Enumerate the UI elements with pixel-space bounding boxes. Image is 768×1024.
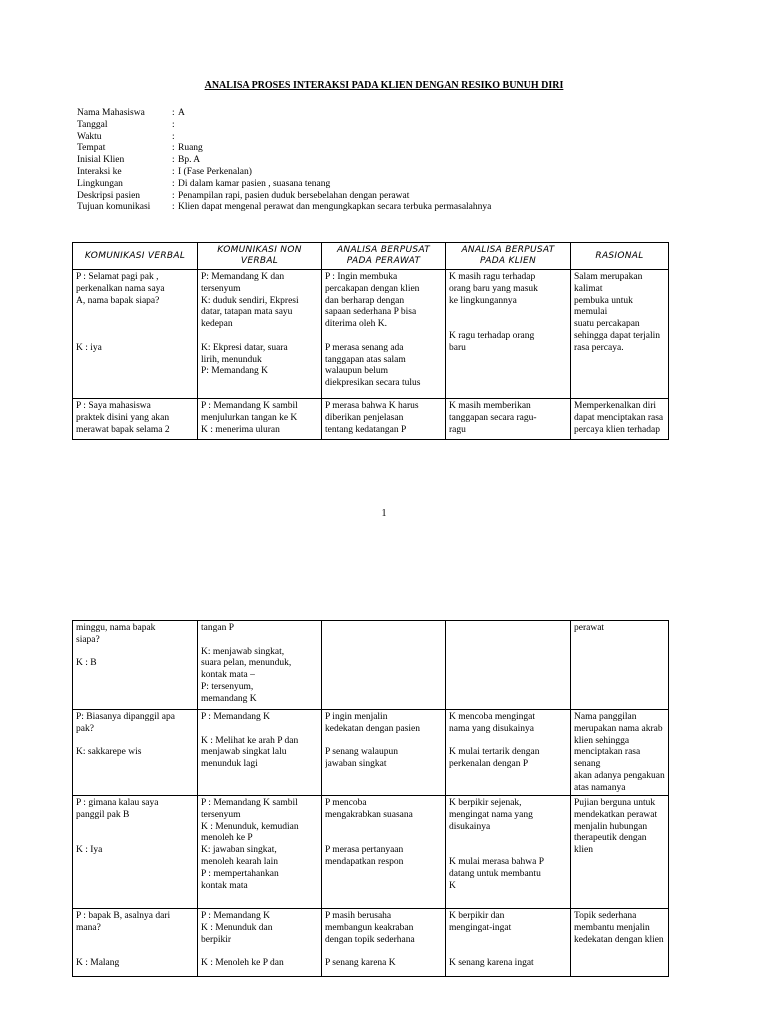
cell-line: tentang kedatangan P <box>325 424 407 435</box>
info-row <box>77 143 491 155</box>
cell-line: Nama panggilan <box>574 712 637 722</box>
info-value: Ruang <box>178 143 203 154</box>
info-label: Lingkungan <box>77 178 123 189</box>
info-separator: : <box>172 202 175 213</box>
info-value: Klien dapat mengenal perawat dan mengungkapkan secara terbuka permasalahnya <box>178 202 492 213</box>
cell-line: sehingga dapat terjalin <box>574 330 660 341</box>
cell-line: P senang walaupun <box>325 747 398 758</box>
cell-line: berpikir <box>201 934 232 945</box>
cell-line: Pujian berguna untuk <box>574 798 656 808</box>
cell-line: P senang karena K <box>325 958 396 969</box>
cell-line: P mencoba <box>325 798 367 808</box>
table-cell <box>446 270 571 399</box>
table-cell <box>322 621 446 710</box>
cell-line: lirih, menunduk <box>201 354 262 365</box>
table-cell <box>198 909 322 977</box>
info-separator: : <box>172 178 175 189</box>
table-cell <box>73 399 198 440</box>
table-row <box>73 796 669 909</box>
table-row <box>73 710 669 796</box>
table-cell <box>571 399 669 440</box>
page-number: 1 <box>381 508 387 519</box>
cell-line: memandang K <box>201 693 257 704</box>
cell-line: diekpresikan secara tulus <box>325 378 421 389</box>
info-label: Tanggal <box>77 119 108 130</box>
cell-line: K : Menoleh ke P dan <box>201 958 284 969</box>
info-separator: : <box>172 155 175 166</box>
cell-line: K: duduk sendiri, Ekpresi <box>201 295 299 306</box>
interaction-table-page-1 <box>72 242 669 440</box>
cell-line: kontak mata – <box>201 670 255 681</box>
cell-line: mengakrabkan suasana <box>325 809 413 820</box>
column-header: RASIONAL <box>571 243 669 270</box>
table-cell <box>73 796 198 909</box>
table-cell <box>322 796 446 909</box>
info-value: Bp. A <box>178 155 201 166</box>
cell-line: K mencoba mengingat <box>449 712 536 722</box>
cell-line: K berpikir dan <box>449 911 505 921</box>
info-value: I (Fase Perkenalan) <box>178 166 252 177</box>
cell-line: perawat <box>574 623 605 633</box>
cell-line: dapat menciptakan rasa <box>574 412 664 423</box>
info-label: Waktu <box>77 131 102 142</box>
table-cell <box>322 710 446 796</box>
table-cell <box>198 270 322 399</box>
cell-line: akan adanya pengakuan <box>574 770 665 781</box>
cell-line: P: Biasanya dipanggil apa <box>76 712 175 722</box>
cell-line: ke lingkungannya <box>449 295 517 306</box>
cell-line: nama yang disukainya <box>449 723 534 734</box>
cell-line: diberikan penjelasan <box>325 412 404 423</box>
cell-line: K : Iya <box>76 845 103 856</box>
cell-line: Salam merupakan kalimat <box>574 272 643 294</box>
info-label: Interaksi ke <box>77 166 122 177</box>
cell-line: merupakan nama akrab <box>574 723 663 734</box>
cell-line: kedepan <box>201 319 233 330</box>
cell-line: menjulurkan tangan ke K <box>201 412 298 423</box>
info-separator: : <box>172 166 175 177</box>
cell-line: K masih ragu terhadap <box>449 272 536 282</box>
info-label: Inisial Klien <box>77 155 125 166</box>
cell-line: diterima oleh K. <box>325 319 387 330</box>
info-block <box>77 108 491 214</box>
cell-line: percaya klien terhadap <box>574 424 660 435</box>
table-cell <box>571 909 669 977</box>
cell-line: P ingin menjalin <box>325 712 388 722</box>
cell-line: K: Ekpresi datar, suara <box>201 342 288 353</box>
cell-line: K masih memberikan <box>449 401 531 411</box>
info-row <box>77 167 491 179</box>
table-cell <box>446 796 571 909</box>
info-separator: : <box>172 119 175 130</box>
table-cell <box>73 909 198 977</box>
cell-line: K ragu terhadap orang <box>449 330 535 341</box>
cell-line: P: Memandang K <box>201 366 269 377</box>
cell-line: Memperkenalkan diri <box>574 401 657 411</box>
cell-line: P: tersenyum, <box>201 681 254 692</box>
cell-line: P merasa bahwa K harus <box>325 401 419 411</box>
cell-line: K : iya <box>76 342 102 353</box>
table-row <box>73 399 669 440</box>
cell-line: mendapatkan respon <box>325 856 404 867</box>
cell-line: K : B <box>76 658 97 669</box>
cell-line: A, nama bapak siapa? <box>76 295 160 306</box>
cell-line: K : Melihat ke arah P dan <box>201 735 299 746</box>
cell-line: mengingat-ingat <box>449 922 512 933</box>
cell-line: kedekatan dengan klien <box>574 934 664 945</box>
interaction-table-page-2 <box>72 620 669 977</box>
cell-line: mana? <box>76 922 101 933</box>
cell-line: atas namanya <box>574 782 626 793</box>
table-row <box>73 270 669 399</box>
table-cell <box>571 270 669 399</box>
column-header: KOMUNIKASI VERBAL <box>73 243 198 270</box>
cell-line: suara pelan, menunduk, <box>201 658 292 669</box>
cell-line: K mulai tertarik dengan <box>449 747 540 758</box>
column-header: KOMUNIKASI NON VERBAL <box>198 243 322 270</box>
cell-line: mendekatkan perawat <box>574 809 658 820</box>
table-cell <box>198 710 322 796</box>
info-row <box>77 202 491 214</box>
cell-line: tersenyum <box>201 809 241 820</box>
cell-line: tanggapan secara ragu- <box>449 412 537 423</box>
cell-line: P : bapak B, asalnya dari <box>76 911 171 921</box>
cell-line: praktek disini yang akan <box>76 412 170 423</box>
cell-line: pembuka untuk memulai <box>574 295 633 318</box>
cell-line: P : Memandang K <box>201 911 271 921</box>
info-row <box>77 155 491 167</box>
cell-line: K : Malang <box>76 958 120 969</box>
cell-line: menunduk lagi <box>201 759 258 770</box>
info-row <box>77 120 491 132</box>
cell-line: P masih berusaha <box>325 911 392 921</box>
info-separator: : <box>172 131 175 142</box>
cell-line: menjawab singkat lalu <box>201 747 287 758</box>
table-cell <box>446 710 571 796</box>
info-value: Penampilan rapi, pasien duduk bersebelahan dengan perawat <box>178 190 410 201</box>
table-cell <box>446 399 571 440</box>
cell-line: jawaban singkat <box>325 759 387 770</box>
cell-line: menoleh ke P <box>201 833 253 844</box>
cell-line: tersenyum <box>201 283 241 294</box>
info-label: Nama Mahasiswa <box>77 108 145 118</box>
cell-line: disukainya <box>449 821 491 832</box>
table-cell <box>446 909 571 977</box>
cell-line: K berpikir sejenak, <box>449 798 522 808</box>
table-cell <box>446 621 571 710</box>
cell-line: K mulai merasa bahwa P <box>449 856 544 867</box>
cell-line: tanggapan atas salam <box>325 354 406 365</box>
info-label: Deskripsi pasien <box>77 190 141 201</box>
cell-line: dengan topik sederhana <box>325 934 415 945</box>
info-value: A <box>178 108 185 118</box>
cell-line: K: jawaban singkat, <box>201 845 277 856</box>
cell-line: P : Memandang K sambil <box>201 798 298 808</box>
cell-line: pak? <box>76 723 94 734</box>
cell-line: K: menjawab singkat, <box>201 646 285 657</box>
info-value: Di dalam kamar pasien , suasana tenang <box>178 178 331 189</box>
cell-line: percakapan dengan klien <box>325 283 420 294</box>
cell-line: therapeutik dengan klien <box>574 833 647 856</box>
cell-line: klien sehingga <box>574 735 630 746</box>
info-separator: : <box>172 190 175 201</box>
table-cell <box>322 909 446 977</box>
info-separator: : <box>172 108 175 118</box>
cell-line: rasa percaya. <box>574 342 624 353</box>
column-header: ANALISA BERPUSAT PADA KLIEN <box>446 243 571 270</box>
cell-line: merawat bapak selama 2 <box>76 424 170 435</box>
info-row <box>77 108 491 120</box>
cell-line: membangun keakraban <box>325 922 414 933</box>
cell-line: kedekatan dengan pasien <box>325 723 420 734</box>
cell-line: mengingat nama yang <box>449 809 533 820</box>
cell-line: perkenalkan nama saya <box>76 283 165 294</box>
cell-line: minggu, nama bapak <box>76 623 156 633</box>
cell-line: ragu <box>449 424 466 435</box>
cell-line: P : Ingin membuka <box>325 272 398 282</box>
table-cell <box>73 270 198 399</box>
table-row <box>73 621 669 710</box>
table-cell <box>73 621 198 710</box>
cell-line: P : mempertahankan <box>201 868 279 879</box>
cell-line: panggil pak B <box>76 809 130 820</box>
column-header: ANALISA BERPUSAT PADA PERAWAT <box>322 243 446 270</box>
info-row <box>77 132 491 144</box>
table-cell <box>322 270 446 399</box>
cell-line: K : Menunduk dan <box>201 922 273 933</box>
cell-line: Topik sederhana <box>574 911 637 921</box>
cell-line: suatu percakapan <box>574 319 640 330</box>
table-cell <box>198 621 322 710</box>
cell-line: tangan P <box>201 623 234 633</box>
cell-line: sapaan sederhana P bisa <box>325 307 417 318</box>
info-label: Tempat <box>77 143 106 154</box>
cell-line: datar, tatapan mata sayu <box>201 307 293 318</box>
cell-line: datang untuk membantu <box>449 868 541 879</box>
cell-line: menjalin hubungan <box>574 821 648 832</box>
table-cell <box>571 621 669 710</box>
cell-line: P merasa pertanyaan <box>325 845 404 856</box>
info-label: Tujuan komunikasi <box>77 202 151 213</box>
cell-line: kontak mata <box>201 880 248 891</box>
cell-line: perkenalan dengan P <box>449 759 529 770</box>
cell-line: menciptakan rasa senang <box>574 747 641 770</box>
table-cell <box>73 710 198 796</box>
cell-line: P: Memandang K dan <box>201 272 285 282</box>
cell-line: membantu menjalin <box>574 922 650 933</box>
table-cell <box>571 710 669 796</box>
cell-line: K: sakkarepe wis <box>76 747 142 758</box>
info-separator: : <box>172 143 175 154</box>
cell-line: baru <box>449 342 466 353</box>
table-cell <box>198 796 322 909</box>
cell-line: P : Saya mahasiswa <box>76 401 151 411</box>
table-cell <box>571 796 669 909</box>
table-cell <box>198 399 322 440</box>
cell-line: orang baru yang masuk <box>449 283 538 294</box>
cell-line: P : Memandang K sambil <box>201 401 298 411</box>
cell-line: K : menerima uluran <box>201 424 280 435</box>
cell-line: P : Selamat pagi pak , <box>76 272 159 282</box>
cell-line: siapa? <box>76 634 100 645</box>
cell-line: P merasa senang ada <box>325 342 404 353</box>
cell-line: K <box>449 880 456 891</box>
cell-line: dan berharap dengan <box>325 295 405 306</box>
info-row <box>77 179 491 191</box>
table-row <box>73 909 669 977</box>
document-title: ANALISA PROSES INTERAKSI PADA KLIEN DENGAN RESIKO BUNUH DIRI <box>204 80 564 91</box>
cell-line: K : Menunduk, kemudian <box>201 821 299 832</box>
cell-line: K senang karena ingat <box>449 958 534 969</box>
cell-line: walaupun belum <box>325 366 389 377</box>
cell-line: P : Memandang K <box>201 712 271 722</box>
cell-line: P : gimana kalau saya <box>76 798 159 808</box>
info-row <box>77 191 491 203</box>
table-cell <box>322 399 446 440</box>
cell-line: menoleh kearah lain <box>201 856 279 867</box>
